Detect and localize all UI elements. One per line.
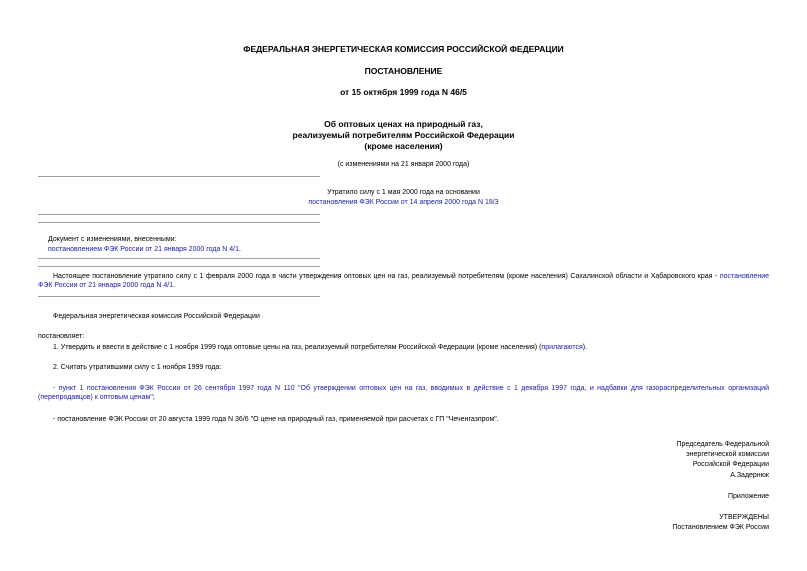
item-1-text: 1. Утвердить и ввести в действие с 1 ноября 1999 года оптовые цены на газ, реализуемый потребителям Российской Федерации (кроме населения) (	[53, 344, 542, 351]
divider	[38, 222, 320, 223]
signatory-title-line1: Председатель Федеральной	[676, 441, 769, 448]
approved-label: УТВЕРЖДЕНЫ	[719, 514, 769, 521]
doc-type: ПОСТАНОВЛЕНИЕ	[364, 66, 443, 76]
amend-note: (с изменениями на 21 января 2000 года)	[337, 161, 470, 168]
item-1	[53, 343, 587, 352]
attachment-link[interactable]: прилагаются	[541, 344, 583, 351]
status-line: Утратило силу с 1 мая 2000 года на основании	[327, 189, 480, 196]
resolves: постановляет:	[38, 333, 85, 340]
partial-repeal-tail: .	[173, 282, 176, 290]
org-title: ФЕДЕРАЛЬНАЯ ЭНЕРГЕТИЧЕСКАЯ КОМИССИЯ РОССИЙСКОЙ ФЕДЕРАЦИИ	[243, 44, 564, 54]
partial-repeal-note	[38, 272, 769, 290]
signatory-name: А.Задернюк	[730, 472, 769, 479]
divider	[38, 258, 320, 259]
item-2a-link[interactable]: - пункт 1 постановления ФЭК России от 26 сентября 1997 года N 110 "Об утверждении оптовых цен на газ, вводимых в действие с 1 декабря 1997 года, и надбавки для газораспределительных организаций (перепродавцов) к оптовым ценам"	[38, 385, 769, 402]
amendments-item	[48, 245, 241, 254]
divider	[38, 214, 320, 215]
appendix-label: Приложение	[727, 493, 769, 500]
preamble: Федеральная энергетическая комиссия Российской Федерации	[53, 313, 260, 320]
divider	[38, 266, 320, 267]
partial-repeal-text: Настоящее постановление утратило силу с 1 февраля 2000 года в части утверждения оптовых цен на газ, реализуемый потребителям (кроме населения) Сахалинской области и Хабаровского края -	[53, 273, 718, 280]
divider	[38, 176, 320, 177]
divider	[38, 296, 320, 297]
doc-title-line1: Об оптовых ценах на природный газ,	[324, 119, 483, 129]
item-2: 2. Считать утратившими силу с 1 ноября 1999 года:	[53, 364, 222, 371]
signatory-title-line3: Российской Федерации	[692, 461, 769, 468]
amendments-link[interactable]: постановлением ФЭК России от 21 января 2000 года N 4/1	[48, 246, 239, 253]
doc-date-number: от 15 октября 1999 года N 46/5	[340, 87, 467, 97]
item-2b: - постановление ФЭК России от 20 августа 1999 года N 36/6 "О цене на природный газ, применяемой при расчетах с ГП "Чеченгазпром".	[53, 416, 499, 423]
approved-by: Постановлением ФЭК России	[672, 524, 769, 531]
doc-title-line3: (кроме населения)	[364, 141, 443, 151]
amendments-link-tail: .	[239, 246, 241, 253]
doc-title-line2: реализуемый потребителям Российской Федерации	[292, 130, 515, 140]
item-2a-tail: ;	[152, 394, 155, 402]
status-link[interactable]: постановления ФЭК России от 14 апреля 2000 года N 18/3	[308, 199, 499, 206]
item-2a	[38, 384, 769, 402]
item-1-tail: ).	[582, 344, 588, 351]
partial-repeal-link[interactable]: постановление ФЭК России от 21 января 2000 года N 4/1	[38, 273, 769, 290]
signatory-title-line2: энергетической комиссии	[686, 451, 769, 458]
amendments-label: Документ с изменениями, внесенными:	[48, 236, 177, 243]
